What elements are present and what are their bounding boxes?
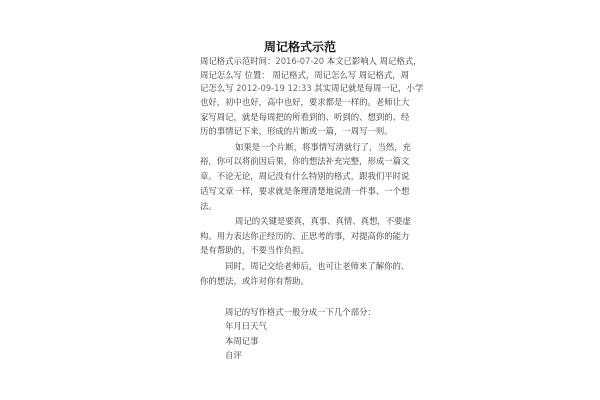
meta-label: 周记格式示范时间： xyxy=(200,56,276,66)
paragraph-2-line: 章。不论无论，周记没有什么特别的格式，跟我们平时说 xyxy=(200,171,410,181)
paragraph-1-line: 家写周记，就是每周把的所看到的、听到的、想到的、经 xyxy=(200,112,410,122)
paragraph-3-line: 是有帮助的，不要当作负担。 xyxy=(200,245,309,255)
format-item: 年月日天气 xyxy=(225,321,267,331)
meta-line-2: 周记怎么写 位置： 周记格式，周记怎么写 周记格式，周 xyxy=(200,70,409,80)
meta-date: 2016-07-20 xyxy=(275,56,325,66)
meta-timestamp: 2012-09-19 12:33 xyxy=(236,83,312,93)
paragraph-2-line: 话写文章一样，要求就是条理清楚地说清一件事、一个想 xyxy=(200,186,410,196)
paragraph-2-line: 如果是一个片断，将事情写清就行了，当然，充 xyxy=(235,142,411,152)
paragraph-4-line: 同时，周记交给老师后，也可让老师来了解你的、 xyxy=(225,261,410,271)
meta-line-3 xyxy=(200,84,423,92)
meta-line-3-prefix: 记怎么写 xyxy=(200,83,237,93)
format-intro: 周记的写作格式一般分成一下几个部分： xyxy=(225,307,376,317)
document-title: 周记格式示范 xyxy=(263,40,336,54)
paragraph-4-line: 你的想法，或许对你有帮助。 xyxy=(200,276,309,286)
paragraph-2-line: 法。 xyxy=(200,201,217,211)
meta-line-1 xyxy=(200,57,422,65)
format-item: 本周记事 xyxy=(225,336,259,346)
paragraph-1-line: 历的事情记下来，形成的片断或一篇，一周写一则。 xyxy=(200,126,393,136)
paragraph-3-line: 周记的关键是要真，真事、真情、真想，不要虚 xyxy=(235,216,411,226)
meta-tail: 本文已影响人 周记格式， xyxy=(324,56,422,66)
paragraph-1-line: 也好，初中也好，高中也好，要求都是一样的。老师让大 xyxy=(200,97,410,107)
format-item: 自评 xyxy=(225,350,242,360)
meta-line-3-suffix: 其实周记就是每周一记，小学 xyxy=(311,83,424,93)
paragraph-2-line: 裕，你可以将前因后果，你的想法补充完整，形成一篇文 xyxy=(200,156,410,166)
paragraph-3-line: 构。用力表达你正经历的、正思考的事，对提高你的能力 xyxy=(200,231,410,241)
